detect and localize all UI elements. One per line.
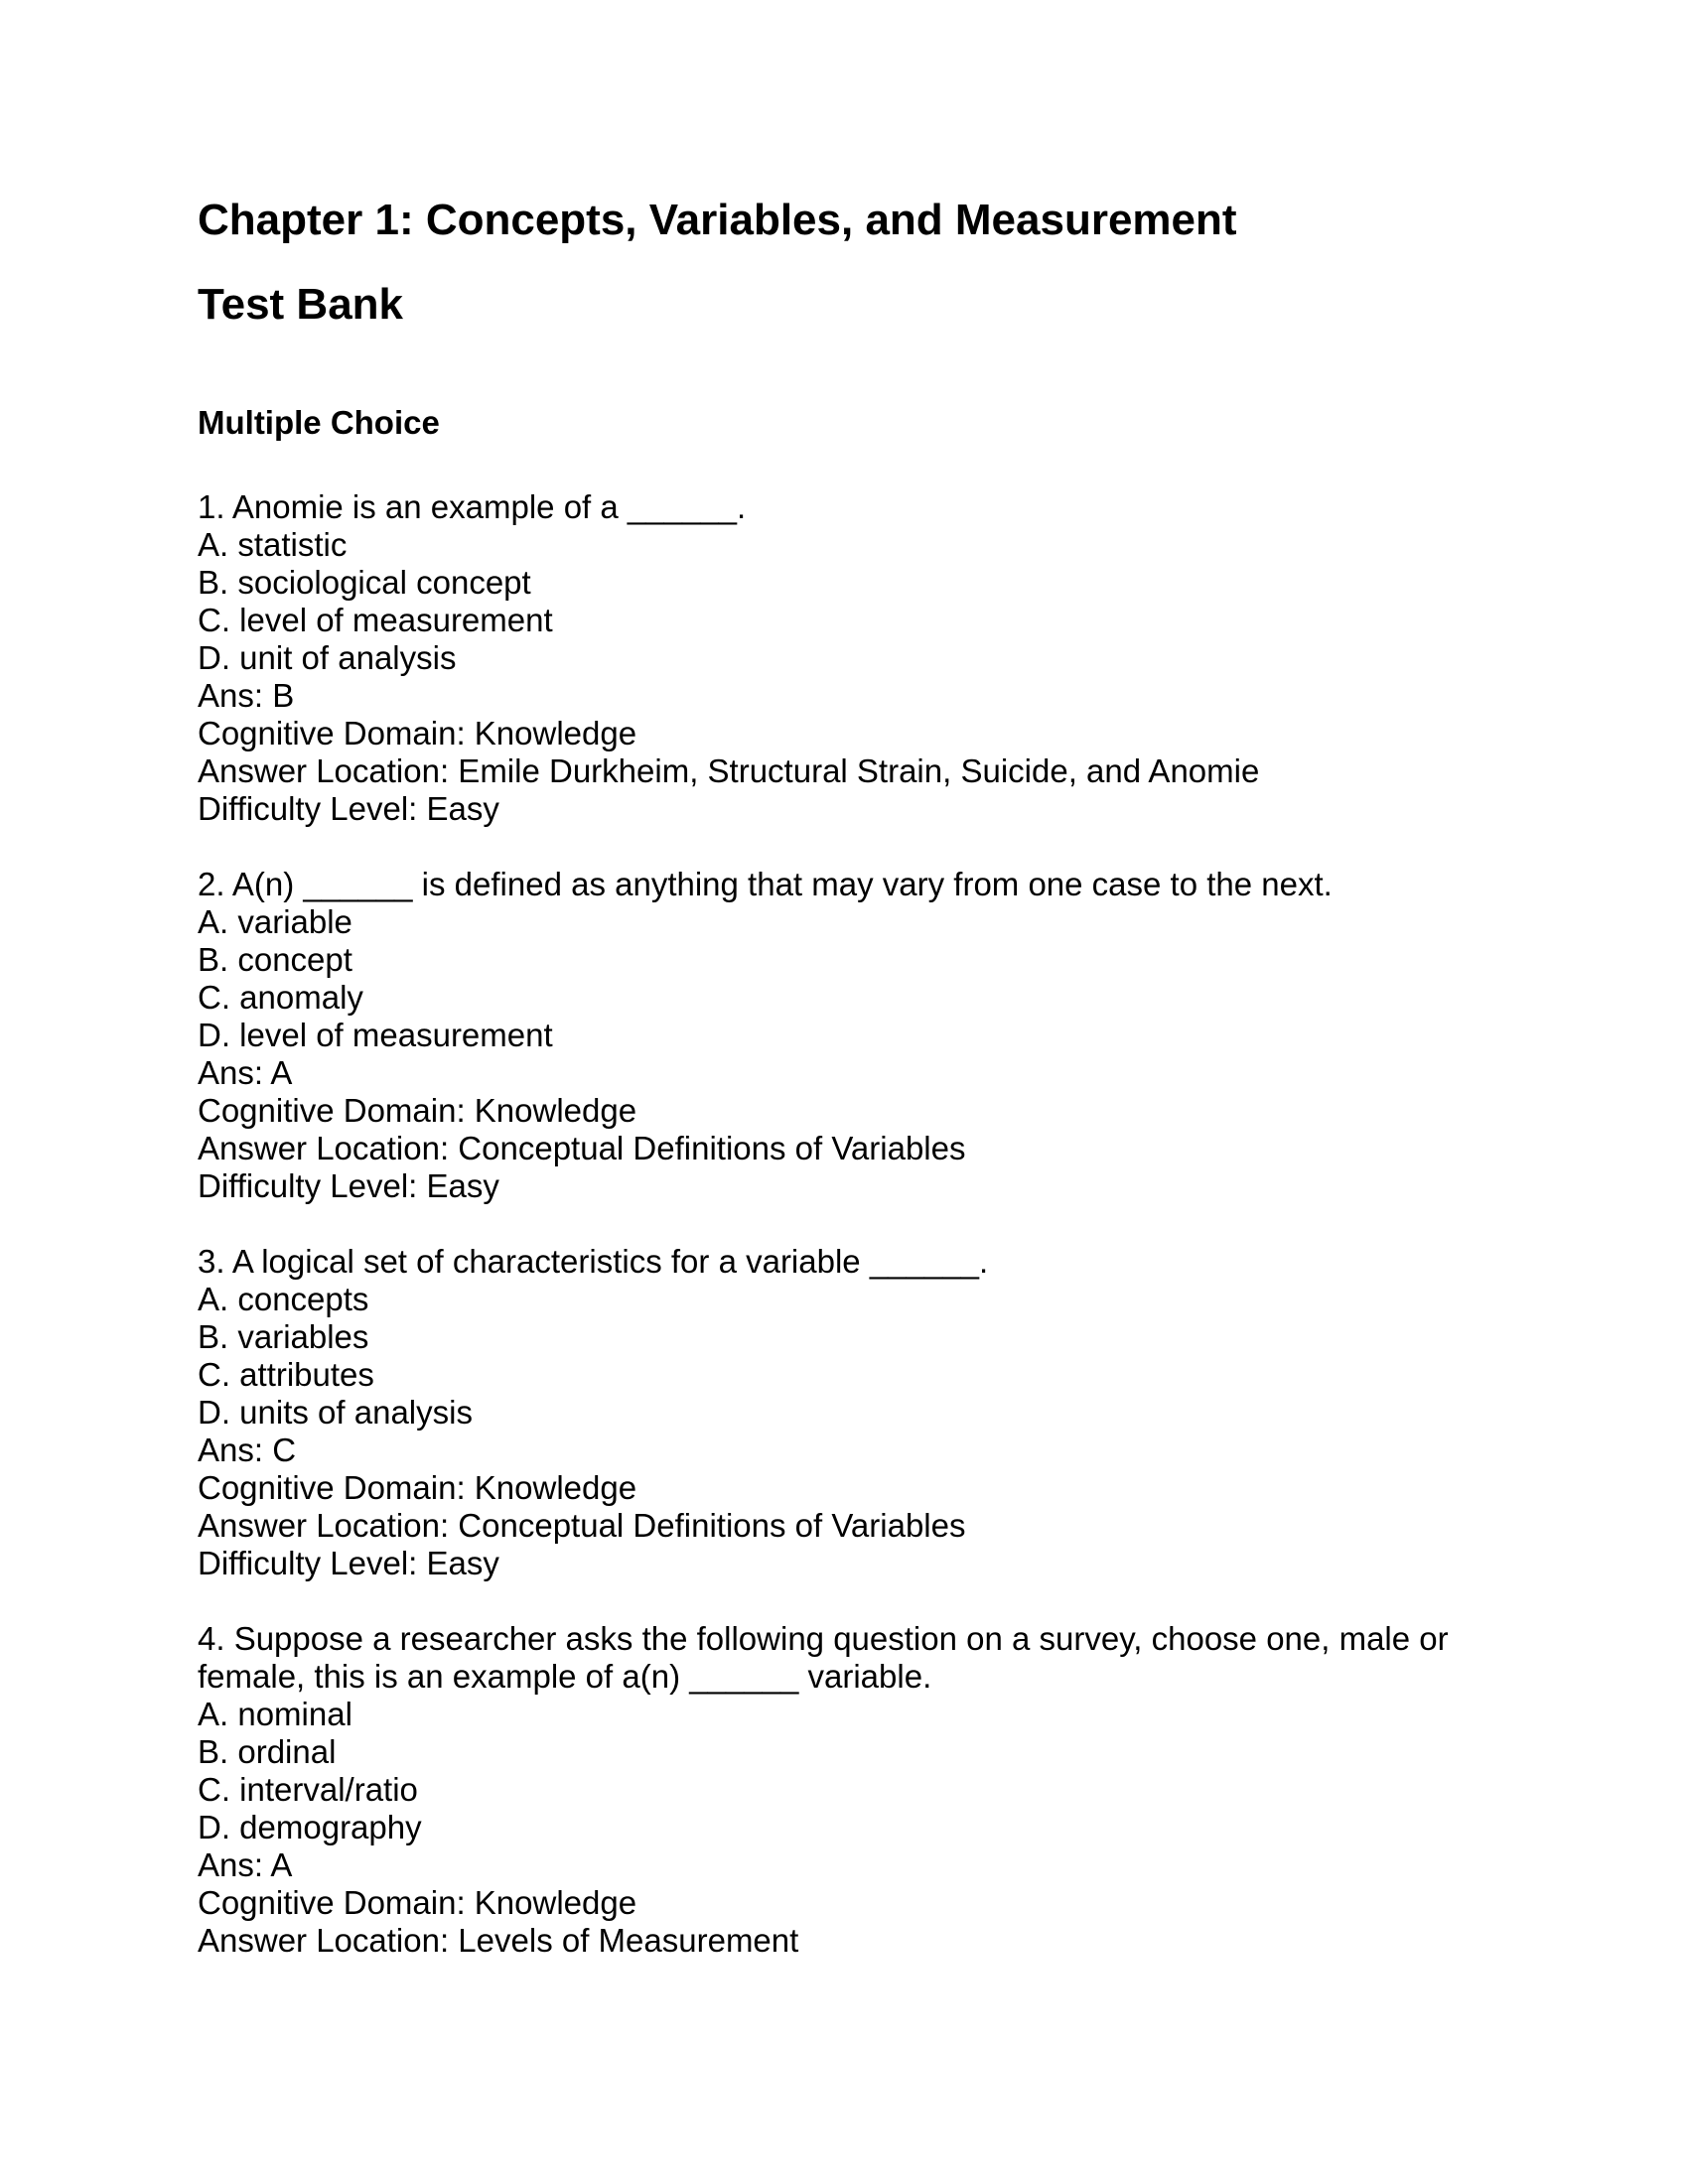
- question-2: [198, 866, 1488, 1205]
- answer-key: Ans: A: [198, 1054, 293, 1091]
- difficulty-level: Difficulty Level: Easy: [198, 1167, 499, 1204]
- cognitive-domain: Cognitive Domain: Knowledge: [198, 1092, 637, 1129]
- question-stem: 4. Suppose a researcher asks the following question on a survey, choose one, male or female, this is an example of a(n) ______ variable.: [198, 1620, 1458, 1695]
- answer-option: B. concept: [198, 941, 352, 978]
- answer-option: D. unit of analysis: [198, 639, 457, 676]
- question-3: [198, 1243, 1488, 1582]
- answer-option: B. ordinal: [198, 1733, 337, 1770]
- answer-key: Ans: A: [198, 1846, 293, 1883]
- question-stem: 3. A logical set of characteristics for a variable ______.: [198, 1243, 989, 1280]
- cognitive-domain: Cognitive Domain: Knowledge: [198, 1469, 637, 1506]
- question-stem: 1. Anomie is an example of a ______.: [198, 488, 747, 525]
- answer-option: C. interval/ratio: [198, 1771, 418, 1808]
- answer-option: C. attributes: [198, 1356, 374, 1393]
- answer-location: Answer Location: Emile Durkheim, Structural Strain, Suicide, and Anomie: [198, 752, 1260, 789]
- section-heading: Multiple Choice: [198, 404, 440, 441]
- answer-option: B. sociological concept: [198, 564, 531, 601]
- answer-key: Ans: B: [198, 677, 295, 714]
- answer-key: Ans: C: [198, 1432, 297, 1468]
- answer-option: D. demography: [198, 1809, 422, 1845]
- answer-location: Answer Location: Conceptual Definitions of Variables: [198, 1507, 966, 1544]
- question-stem: 2. A(n) ______ is defined as anything that may vary from one case to the next.: [198, 866, 1333, 902]
- answer-option: D. units of analysis: [198, 1394, 473, 1431]
- answer-option: D. level of measurement: [198, 1017, 553, 1053]
- question-list: [198, 488, 1488, 1997]
- chapter-title: Chapter 1: Concepts, Variables, and Measurement: [198, 196, 1237, 244]
- answer-option: B. variables: [198, 1318, 369, 1355]
- answer-option: C. level of measurement: [198, 602, 553, 638]
- answer-option: A. variable: [198, 903, 352, 940]
- difficulty-level: Difficulty Level: Easy: [198, 790, 499, 827]
- answer-option: A. statistic: [198, 526, 348, 563]
- answer-location: Answer Location: Conceptual Definitions of Variables: [198, 1130, 966, 1166]
- question-4: [198, 1620, 1488, 1960]
- cognitive-domain: Cognitive Domain: Knowledge: [198, 1884, 637, 1921]
- answer-option: A. concepts: [198, 1281, 369, 1317]
- answer-location: Answer Location: Levels of Measurement: [198, 1922, 799, 1959]
- question-1: [198, 488, 1488, 828]
- answer-option: C. anomaly: [198, 979, 363, 1016]
- cognitive-domain: Cognitive Domain: Knowledge: [198, 715, 637, 751]
- answer-option: A. nominal: [198, 1696, 352, 1732]
- test-bank-heading: Test Bank: [198, 280, 404, 329]
- difficulty-level: Difficulty Level: Easy: [198, 1545, 499, 1581]
